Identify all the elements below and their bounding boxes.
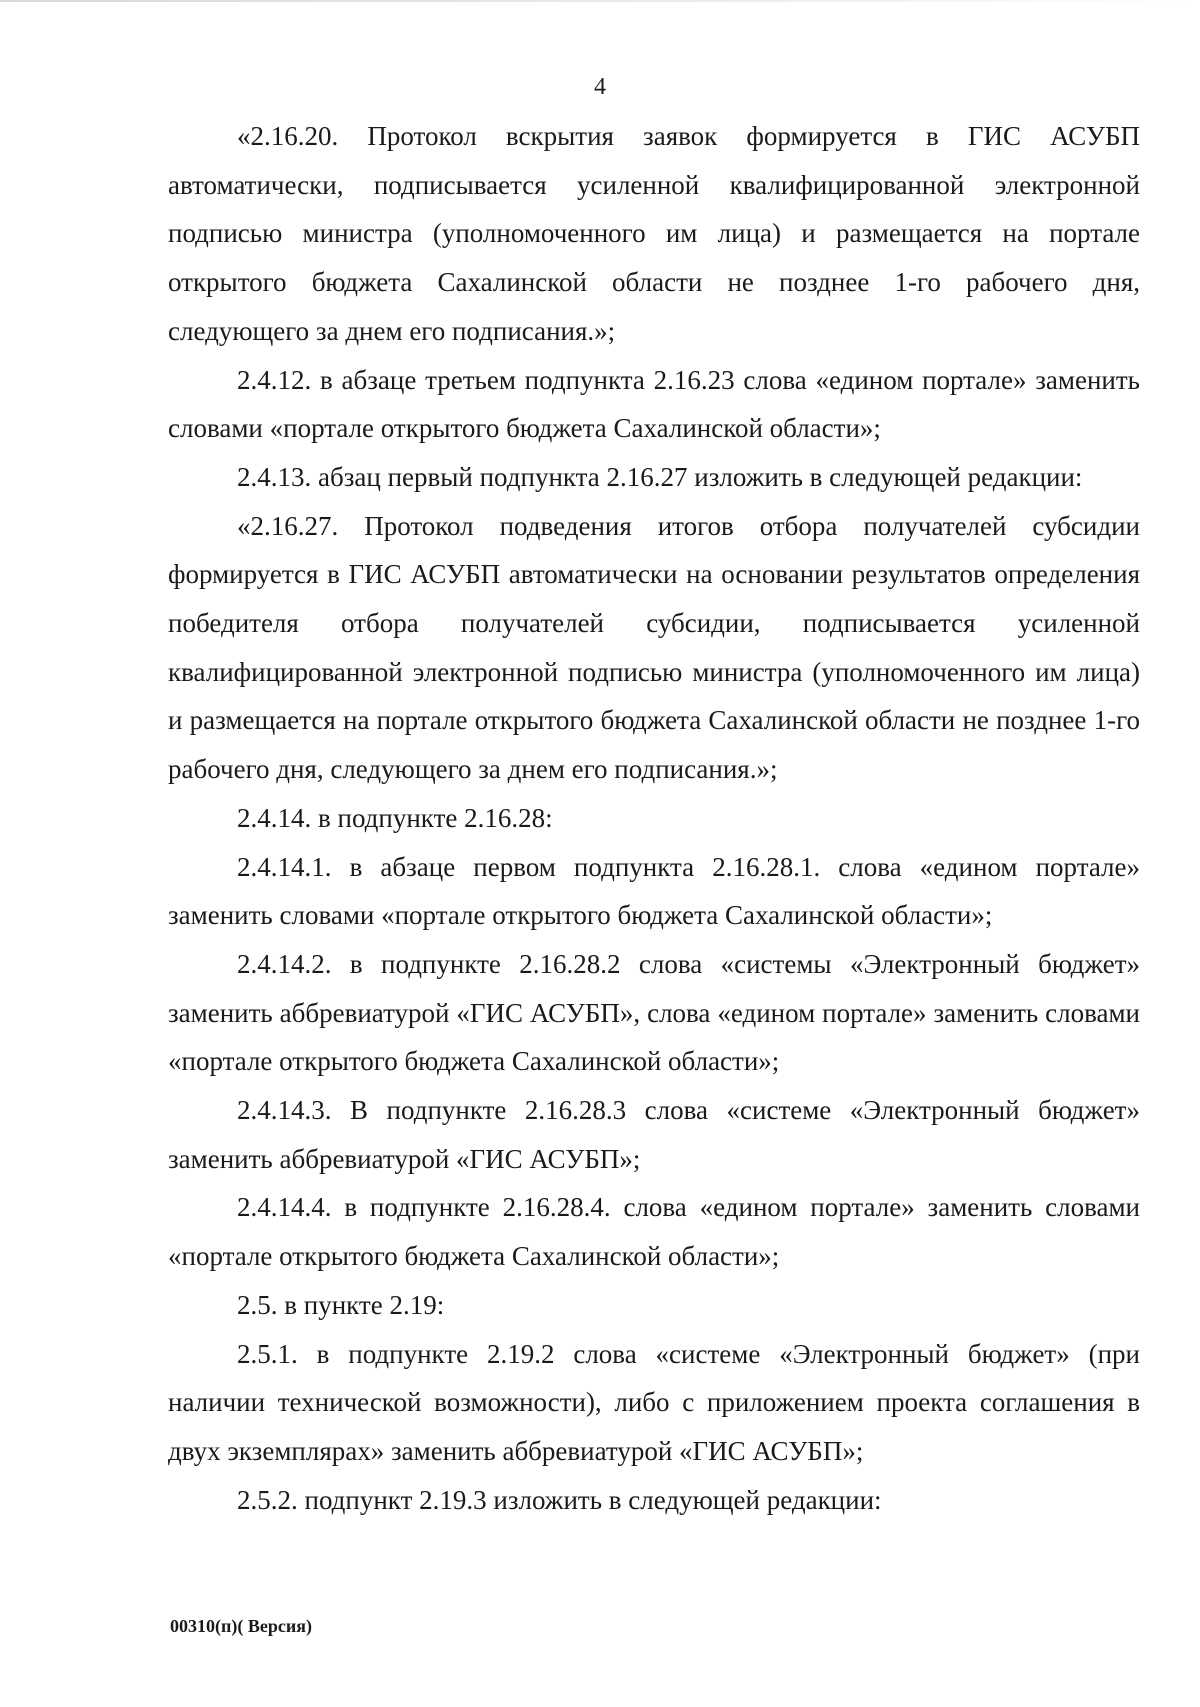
document-body <box>168 112 1140 1524</box>
paragraph-2-5-2: 2.5.2. подпункт 2.19.3 изложить в следующей редакции: <box>237 1484 882 1515</box>
page-number: 4 <box>594 74 606 100</box>
scan-edge <box>0 0 1200 2</box>
paragraph-2-16-27: «2.16.27. Протокол подведения итогов отбора получателей субсидии формируется в ГИС АСУБП автоматически на основании результатов определения победителя отбора получателей субсидии, подписывается усиленной квалифицированной электронной подписью министра (уполномоченного им лица) и размещается на портале открытого бюджета Сахалинской области не позднее 1-го рабочего дня, следующего за днем его подписания.»; <box>168 510 1140 785</box>
paragraph-2-4-14-4: 2.4.14.4. в подпункте 2.16.28.4. слова «едином портале» заменить словами «портале открытого бюджета Сахалинской области»; <box>168 1192 1140 1272</box>
paragraph-2-5-1: 2.5.1. в подпункте 2.19.2 слова «системе «Электронный бюджет» (при наличии технической возможности), либо с приложением проекта соглашения в двух экземплярах» заменить аббревиатурой «ГИС АСУБП»; <box>168 1338 1140 1466</box>
paragraph-2-5: 2.5. в пункте 2.19: <box>237 1289 445 1320</box>
paragraph-2-4-14: 2.4.14. в подпункте 2.16.28: <box>237 802 553 833</box>
paragraph-2-4-14-1: 2.4.14.1. в абзаце первом подпункта 2.16.28.1. слова «едином портале» заменить словами «портале открытого бюджета Сахалинской области»; <box>168 851 1140 931</box>
paragraph-2-4-13: 2.4.13. абзац первый подпункта 2.16.27 изложить в следующей редакции: <box>237 461 1083 492</box>
paragraph-2-4-14-2: 2.4.14.2. в подпункте 2.16.28.2 слова «системы «Электронный бюджет» заменить аббревиатурой «ГИС АСУБП», слова «едином портале» заменить словами «портале открытого бюджета Сахалинской области»; <box>168 948 1140 1077</box>
paragraph-2-4-12: 2.4.12. в абзаце третьем подпункта 2.16.23 слова «едином портале» заменить словами «портале открытого бюджета Сахалинской области»; <box>168 364 1140 444</box>
paragraph-2-4-14-3: 2.4.14.3. В подпункте 2.16.28.3 слова «системе «Электронный бюджет» заменить аббревиатурой «ГИС АСУБП»; <box>168 1095 1140 1174</box>
document-version-code: 00310(п)( Версия) <box>170 1616 312 1636</box>
paragraph-2-16-20: «2.16.20. Протокол вскрытия заявок формируется в ГИС АСУБП автоматически, подписывается усиленной квалифицированной электронной подписью министра (уполномоченного им лица) и размещается на портале открытого бюджета Сахалинской области не позднее 1-го рабочего дня, следующего за днем его подписания.»; <box>168 121 1140 346</box>
